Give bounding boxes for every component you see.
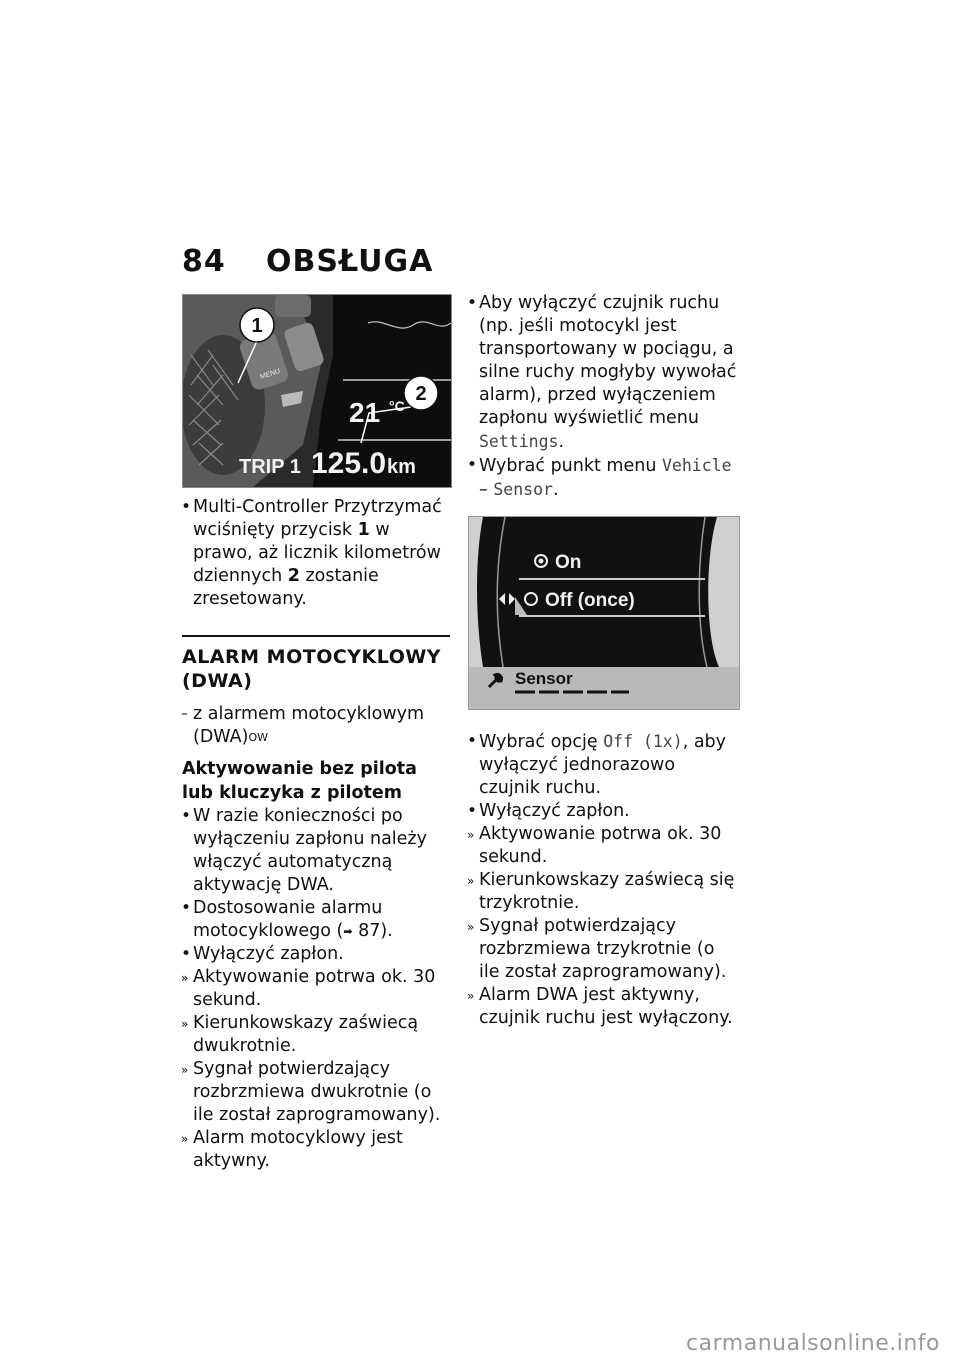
result-text: Aktywowanie potrwa ok. 30 sekund. [193,967,436,1010]
dash-marker: – [181,706,188,722]
result-marker: » [181,971,189,985]
option-off-1x: Off (1x) [603,732,683,751]
reset-text-3: zostanie zresetowany. [193,566,379,609]
menu-separator: – [479,480,494,500]
list-item-text: . [552,480,559,500]
result-text: Alarm DWA jest aktywny, czujnik ruchu jest wyłączony. [479,985,733,1028]
result-item [182,1058,450,1127]
page-reference-link[interactable]: 87 [358,921,381,941]
list-item-text: Aby wyłączyć czujnik ruchu (np. jeśli motocykl jest transportowany w pociągu, a silne ruchy mogłyby wywołać alarm), przed wyłączeniem zapłonu wyświetlić menu [479,293,737,428]
list-item [468,800,740,823]
list-item-text: , aby wyłączyć jednorazowo czujnik ruchu. [479,732,727,798]
list-item-text: . [558,432,565,452]
menu-button-label: MENU [259,367,282,381]
result-item [468,915,740,984]
page-header [182,244,433,279]
result-text: Aktywowanie potrwa ok. 30 sekund. [479,824,722,867]
page-number: 84 [182,244,226,279]
trip-label: TRIP 1 [239,456,301,478]
right-column [468,292,740,1030]
option-off-once[interactable]: Off (once) [545,590,635,611]
result-item [468,823,740,869]
result-marker: » [181,1063,189,1077]
list-item [182,943,450,966]
result-text: Kierunkowskazy zaświecą się trzykrotnie. [479,870,735,913]
controller-display-illustration [183,295,451,487]
list-item-text: Wyłączyć zapłon. [193,944,344,964]
dash-item [182,703,450,749]
section-heading: ALARM MOTOCYKLOWY (DWA) [182,635,450,693]
result-item [468,869,740,915]
reset-text-2: w prawo, aż licznik kilometrów dziennych [193,520,441,586]
list-item [468,730,740,800]
result-marker: » [181,1017,189,1031]
bullet: • [181,898,192,918]
option-superscript: OW [248,731,268,744]
result-marker: » [467,828,475,842]
callout-1: 1 [251,315,263,337]
list-item-text: Wyłączyć zapłon. [479,801,630,821]
footer-watermark: carmanualsonline.info [686,1331,940,1356]
bullet: • [467,731,478,751]
reset-ref-1: 1 [357,520,370,540]
result-item [182,966,450,1012]
dash-item-text: z alarmem motocyklowym (DWA) [193,704,425,747]
left-column [182,294,450,1173]
list-item-text: ). [380,921,393,941]
option-on[interactable]: On [555,552,582,573]
bullet: • [181,944,192,964]
trip-unit: km [387,456,416,478]
page-title: OBSŁUGA [266,244,434,279]
temperature-value: 21 [349,397,381,428]
temperature-unit: °C [389,398,405,414]
controller-display-photo [182,294,452,488]
result-text: Alarm motocyklowy jest aktywny. [193,1128,403,1171]
bullet: • [467,801,478,821]
page-reference-arrow-icon: ➡ [343,925,353,938]
list-item-text: W razie konieczności po wyłączeniu zapłonu należy włączyć automatyczną aktywację DWA. [193,806,427,895]
menu-name-sensor: Sensor [493,480,553,499]
menu-name-settings: Settings [479,432,559,451]
list-item [468,292,740,454]
result-text: Sygnał potwierdzający rozbrzmiewa dwukrotnie (o ile został zaprogramowany). [193,1059,441,1125]
trip-value: 125.0 [311,447,387,480]
result-text: Kierunkowskazy zaświecą dwukrotnie. [193,1013,419,1056]
menu-name-vehicle: Vehicle [661,456,732,475]
bullet: • [181,806,192,826]
result-marker: » [467,989,475,1003]
result-marker: » [181,1132,189,1146]
sensor-menu-screenshot [468,516,740,710]
reset-text-1: Multi-Controller Przytrzymać wciśnięty przycisk [193,497,442,540]
bullet: • [467,455,478,475]
list-item-text: Dostosowanie alarmu motocyklowego ( [193,898,383,941]
callout-2: 2 [415,383,427,405]
result-marker: » [467,920,475,934]
list-item [182,805,450,897]
result-item [182,1012,450,1058]
reset-ref-2: 2 [287,566,300,586]
result-marker: » [467,874,475,888]
result-item [182,1127,450,1173]
sensor-menu-illustration [469,517,739,709]
bullet: • [181,497,192,517]
reset-trip-instruction [182,496,450,611]
list-item-text: Wybrać punkt menu [479,456,662,476]
result-item [468,984,740,1030]
menu-title-sensor: Sensor [515,669,573,688]
list-item-text: Wybrać opcję [479,732,604,752]
result-text: Sygnał potwierdzający rozbrzmiewa trzykrotnie (o ile został zaprogramowany). [479,916,727,982]
list-item [182,897,450,943]
subheading: Aktywowanie bez pilota lub kluczyka z pilotem [182,759,417,803]
list-item [468,454,740,502]
bullet: • [467,293,478,313]
